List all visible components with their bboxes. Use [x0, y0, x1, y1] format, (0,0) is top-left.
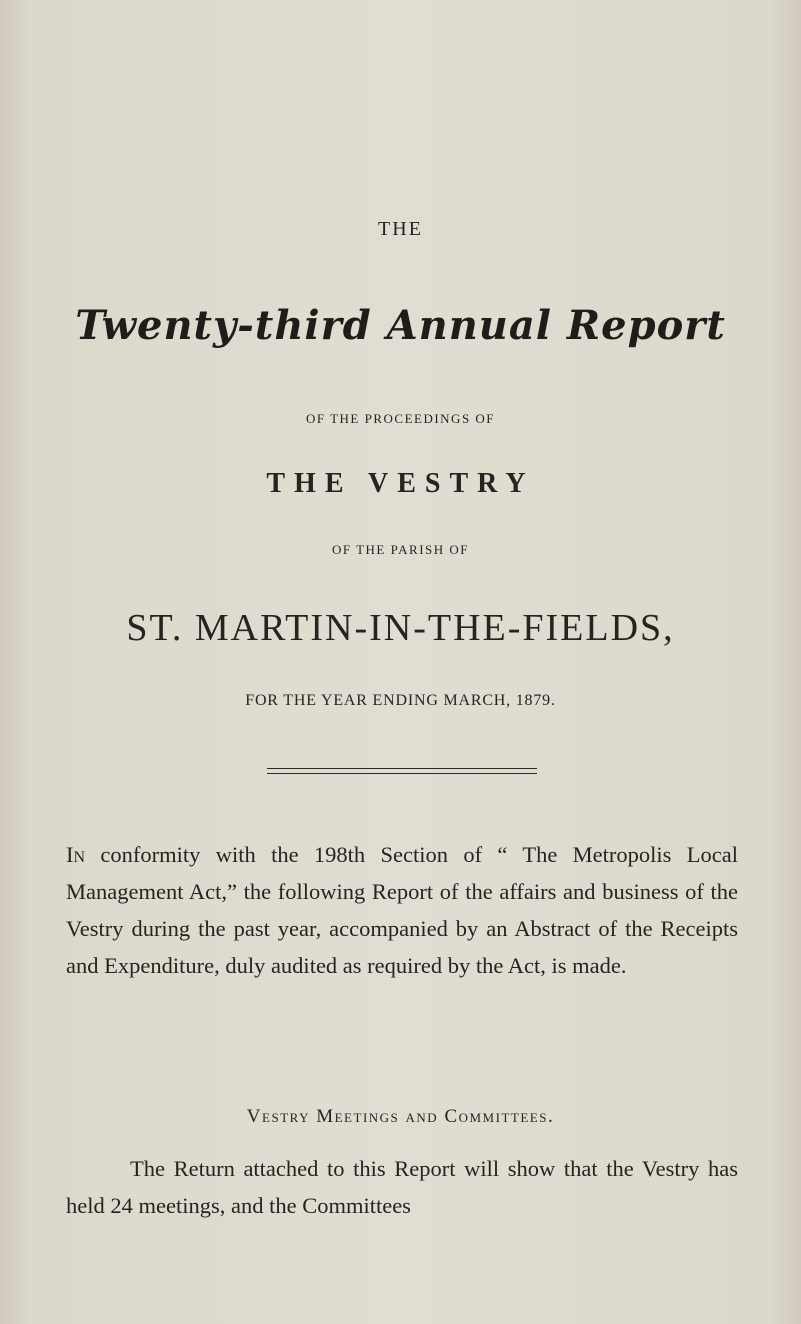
subtitle-parish: OF THE PARISH OF	[331, 542, 470, 557]
vestry-heading: THE VESTRY	[266, 468, 535, 499]
section-heading: Vestry Meetings and Committees.	[246, 1106, 555, 1127]
divider-rule-bottom	[267, 773, 537, 774]
paragraph-return: The Return attached to this Report will show that the Vestry has held 24 meetings, and the Committees	[66, 1156, 738, 1218]
year-line: FOR THE YEAR ENDING MARCH, 1879.	[245, 692, 556, 709]
header-the: THE	[378, 218, 423, 240]
paragraph-conformity-text: conformity with the 198th Section of “ The Metropolis Local Management Act,” the following Report of the affairs and business of the Vestry during the past year, accompanied by an Abstract of the Receipts and Expenditure, duly audited as required by the Act, is made.	[66, 842, 738, 978]
parish-name: ST. MARTIN-IN-THE-FIELDS,	[126, 607, 675, 649]
bleed-through-text	[60, 118, 760, 278]
divider-rule-top	[267, 768, 537, 769]
subtitle-proceedings: OF THE PROCEEDINGS OF	[305, 411, 496, 426]
report-title: Twenty-third Annual Report	[75, 302, 726, 349]
paragraph-conformity	[66, 836, 738, 984]
paragraph-lead-word: In	[66, 842, 86, 867]
